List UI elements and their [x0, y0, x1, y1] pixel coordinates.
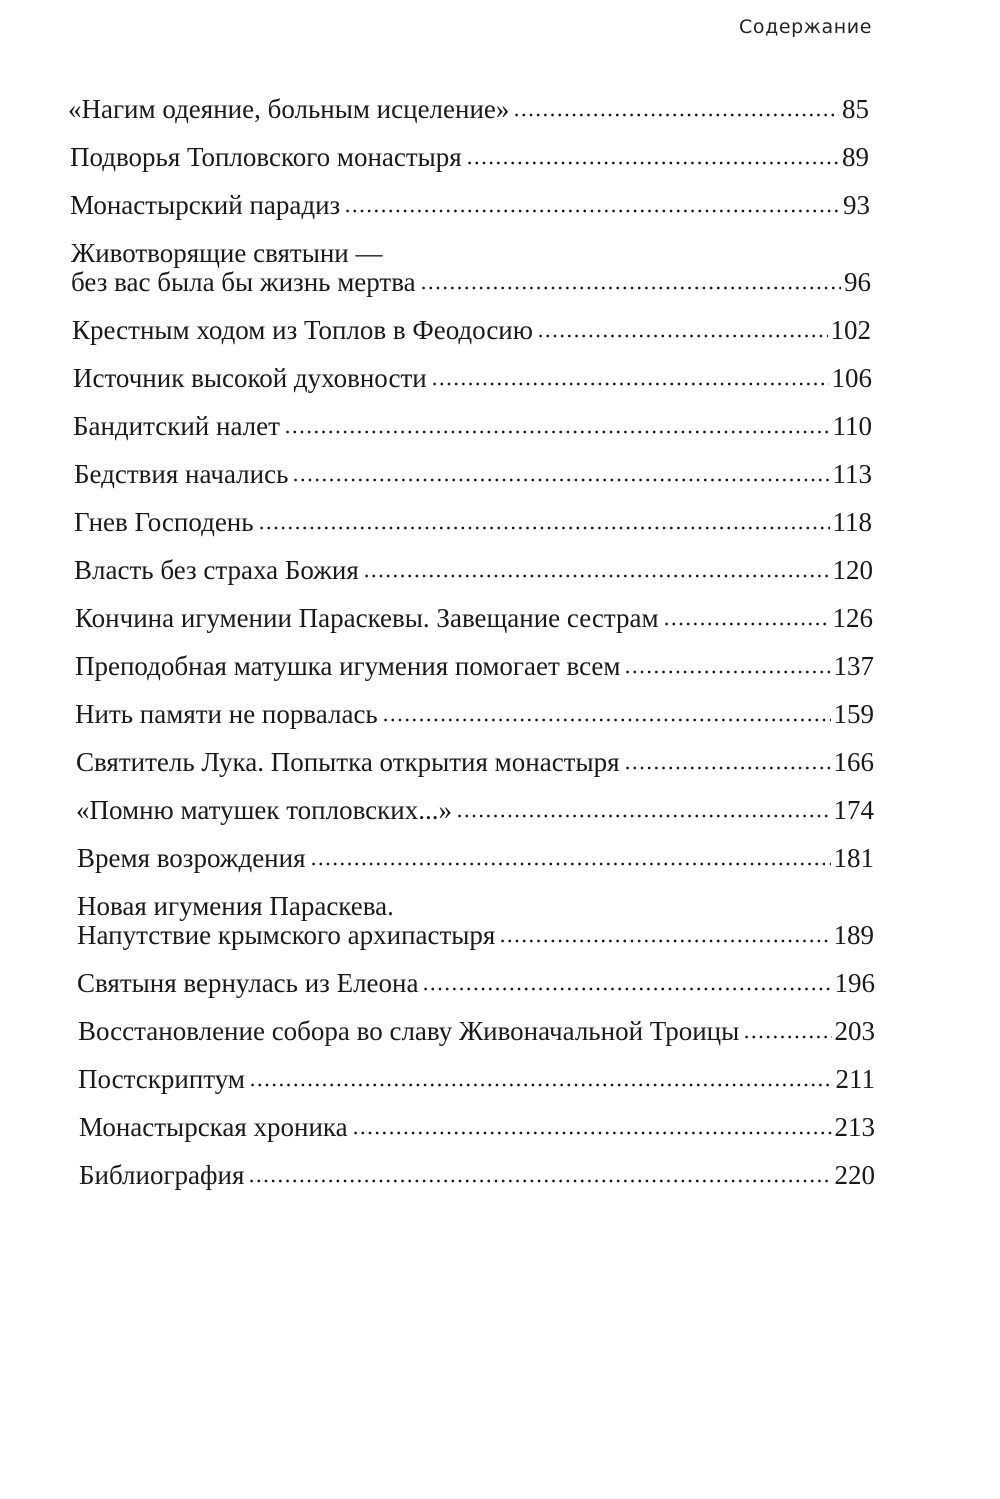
- toc-entry[interactable]: [68, 96, 869, 123]
- toc-page-number: 118: [832, 507, 872, 537]
- toc-page-number: 113: [832, 459, 872, 489]
- toc-leader-dots: [513, 113, 839, 117]
- toc-leader-dots: [292, 478, 829, 482]
- toc-entry[interactable]: [78, 1066, 875, 1093]
- toc-entry[interactable]: [71, 240, 871, 296]
- toc-page-number: 166: [833, 747, 874, 777]
- toc-entry[interactable]: [76, 749, 874, 776]
- toc-entry[interactable]: [73, 413, 872, 440]
- toc-page-number: 211: [835, 1064, 875, 1094]
- toc-entry[interactable]: [70, 144, 869, 171]
- toc-entry-title: Источник высокой духовности: [73, 363, 427, 393]
- toc-page-number: 120: [832, 555, 873, 585]
- toc-page-number: 93: [843, 190, 870, 220]
- toc-entry-title: Постскриптум: [78, 1064, 245, 1094]
- toc-leader-dots: [422, 987, 831, 991]
- toc-entry[interactable]: [70, 192, 870, 219]
- toc-page-number: 89: [842, 142, 869, 172]
- toc-entry-title: Библиография: [79, 1160, 245, 1190]
- toc-entry-title: Гнев Господень: [74, 507, 254, 537]
- toc-entry-title: Нить памяти не порвалась: [75, 699, 378, 729]
- toc-entry[interactable]: [77, 845, 874, 872]
- toc-entry-title-line2: Напутствие крымского архипастыря: [77, 920, 496, 950]
- toc-leader-dots: [352, 1131, 832, 1135]
- toc-leader-dots: [537, 334, 828, 338]
- toc-entry-title: Святитель Лука. Попытка открытия монастыря: [76, 747, 620, 777]
- toc-page-number: 174: [833, 795, 874, 825]
- toc-leader-dots: [249, 1083, 833, 1087]
- toc-leader-dots: [431, 382, 829, 386]
- toc-entry-title: Крестным ходом из Топлов в Феодосию: [72, 315, 533, 345]
- toc-leader-dots: [663, 622, 830, 626]
- toc-entry-title: Власть без страха Божия: [74, 555, 359, 585]
- toc-entry-title: «Нагим одеяние, больным исцеление»: [68, 94, 510, 124]
- toc-entry-title: Подворья Топловского монастыря: [70, 142, 462, 172]
- running-head: Содержание: [739, 16, 872, 38]
- toc-leader-dots: [363, 574, 830, 578]
- toc-page-number: 213: [834, 1112, 875, 1142]
- toc-entry-title: «Помню матушек топловских...»: [76, 795, 452, 825]
- toc-entry-title-line1: Новая игумения Параскева.: [77, 891, 394, 921]
- toc-page-number: 110: [832, 411, 872, 441]
- toc-leader-dots: [499, 939, 830, 943]
- toc-entry[interactable]: [77, 893, 874, 949]
- toc-leader-dots: [382, 718, 831, 722]
- toc-page-number: 102: [830, 315, 871, 345]
- toc-entry[interactable]: [74, 509, 872, 536]
- toc-leader-dots: [456, 814, 831, 818]
- toc-entry[interactable]: [77, 970, 875, 997]
- toc-entry[interactable]: [76, 797, 874, 824]
- toc-entry-title: Восстановление собора во славу Живоначальной Троицы: [78, 1016, 740, 1046]
- toc-entry[interactable]: [75, 605, 873, 632]
- toc-entry[interactable]: [74, 557, 873, 584]
- toc-entry-title: Кончина игумении Параскевы. Завещание сестрам: [75, 603, 659, 633]
- toc-entry[interactable]: [72, 317, 871, 344]
- toc-page-number: 159: [833, 699, 874, 729]
- toc-page-number: 220: [834, 1160, 875, 1190]
- toc-leader-dots: [284, 430, 830, 434]
- toc-entry-title: Святыня вернулась из Елеона: [77, 968, 419, 998]
- toc-leader-dots: [624, 670, 830, 674]
- toc-page-number: 189: [833, 920, 874, 950]
- toc-leader-dots: [310, 862, 831, 866]
- toc-entry-title-line1: Животворящие святыни —: [71, 238, 383, 268]
- toc-entry-title: Монастырская хроника: [79, 1112, 348, 1142]
- toc-leader-dots: [466, 161, 839, 165]
- toc-leader-dots: [248, 1179, 831, 1183]
- toc-leader-dots: [624, 766, 831, 770]
- toc-entry[interactable]: [79, 1114, 875, 1141]
- toc-page-number: 181: [833, 843, 874, 873]
- toc-entry-title: Время возрождения: [77, 843, 306, 873]
- toc-entry-title: Бедствия начались: [74, 459, 289, 489]
- toc-page-number: 196: [834, 968, 875, 998]
- toc-entry[interactable]: [78, 1018, 875, 1045]
- toc-entry-title: Бандитский налет: [73, 411, 280, 441]
- toc-entry[interactable]: [75, 653, 874, 680]
- toc-entry-title-line2: без вас была бы жизнь мертва: [71, 267, 416, 297]
- toc-page-number: 137: [833, 651, 874, 681]
- toc-leader-dots: [258, 526, 830, 530]
- toc-page-number: 203: [834, 1016, 875, 1046]
- toc-leader-dots: [743, 1035, 831, 1039]
- toc-page-number: 85: [842, 94, 869, 124]
- toc-entry[interactable]: [75, 701, 874, 728]
- toc-entry[interactable]: [74, 461, 872, 488]
- toc-entry[interactable]: [73, 365, 872, 392]
- toc-entry[interactable]: [79, 1162, 875, 1189]
- table-of-contents: [0, 96, 1000, 1210]
- toc-page-number: 96: [844, 267, 871, 297]
- toc-entry-title: Преподобная матушка игумения помогает всем: [75, 651, 621, 681]
- toc-leader-dots: [420, 286, 841, 290]
- toc-leader-dots: [344, 209, 840, 213]
- toc-entry-title: Монастырский парадиз: [70, 190, 341, 220]
- toc-page-number: 106: [831, 363, 872, 393]
- toc-page-number: 126: [832, 603, 873, 633]
